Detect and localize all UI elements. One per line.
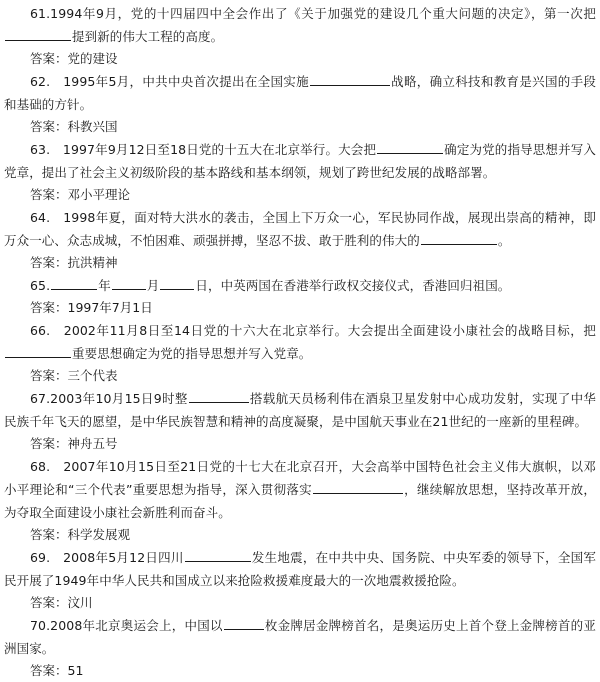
question-68: [4, 455, 596, 524]
question-text: 战略，确立科技和教育是兴国的手段和基础的方针。: [4, 74, 596, 112]
question-text: 70.2008年北京奥运会上，中国以: [30, 618, 223, 633]
question-text: 确定为党的指导思想并写入党章，提出了社会主义初级阶段的基本路线和基本纲领，规划了跨世纪发展的战略部署。: [4, 142, 597, 180]
answer-61: 答案：党的建设: [30, 51, 118, 66]
question-text: 66. 2002年11月8日至14日党的十六大在北京举行。大会提出全面建设小康社会的战略目标，把: [30, 323, 596, 338]
question-text: 67.2003年10月15日9时整: [30, 391, 188, 406]
question-text: 62. 1995年5月，中共中央首次提出在全国实施: [30, 74, 309, 89]
question-text: 年: [98, 278, 111, 293]
question-text: 重要思想确定为党的指导思想并写入党章。: [72, 346, 312, 361]
question-61: [4, 2, 596, 48]
year-blank: [51, 277, 97, 290]
answer-blank: [189, 390, 249, 403]
question-70: [4, 614, 596, 660]
question-text: 枚金牌居金牌榜首名，是奥运历史上首个登上金牌榜首的亚洲国家。: [4, 618, 596, 656]
question-67: [4, 387, 596, 433]
question-text: 63. 1997年9月12日至18日党的十五大在北京举行。大会把: [30, 142, 377, 157]
answer-blank: [313, 481, 403, 494]
question-65: [4, 274, 596, 297]
question-text: 月: [146, 278, 160, 293]
question-text: 提到新的伟大工程的高度。: [72, 29, 224, 44]
answer-blank: [185, 549, 251, 562]
question-text: 64. 1998年夏，面对特大洪水的袭击，全国上下万众一心，军民协同作战，展现出崇高的精神，即万众一心、众志成城，不怕困难、顽强拼搏，坚忍不拔、敢于胜利的伟大的: [4, 210, 596, 248]
question-63: [4, 138, 596, 184]
answer-blank: [310, 73, 390, 86]
question-69: [4, 546, 596, 592]
question-text: 发生地震，在中共中央、国务院、中央军委的领导下，全国军民开展了1949年中华人民共和国成立以来抢险救援难度最大的一次地震救援抢险。: [4, 550, 597, 588]
month-blank: [112, 277, 146, 290]
answer-blank: [421, 232, 497, 245]
answer-68: 答案：科学发展观: [30, 527, 131, 542]
answer-64: 答案：抗洪精神: [30, 255, 118, 270]
answer-69: 答案：汶川: [30, 595, 93, 610]
answer-blank: [5, 345, 71, 358]
answer-blank: [224, 617, 264, 630]
question-62: [4, 70, 596, 116]
question-66: [4, 319, 596, 365]
answer-62: 答案：科教兴国: [30, 119, 118, 134]
question-text: ，继续解放思想，坚持改革开放，为夺取全面建设小康社会新胜利而奋斗。: [4, 482, 596, 520]
answer-65: 答案：1997年7月1日: [30, 300, 153, 315]
answer-blank: [5, 28, 71, 41]
answer-66: 答案：三个代表: [30, 368, 118, 383]
answer-blank: [377, 141, 443, 154]
question-64: [4, 206, 596, 252]
question-text: 65.: [30, 278, 51, 293]
question-text: 。: [497, 233, 511, 248]
question-text: 搭载航天员杨利伟在酒泉卫星发射中心成功发射，实现了中华民族千年飞天的愿望，是中华民族智慧和精神的高度凝聚，是中国航天事业在21世纪的一座新的里程碑。: [4, 391, 597, 429]
day-blank: [160, 277, 194, 290]
question-text: 61.1994年9月，党的十四届四中全会作出了《关于加强党的建设几个重大问题的决定》，第一次把: [30, 6, 596, 21]
question-text: 68. 2007年10月15日至21日党的十七大在北京召开，大会高举中国特色社会主义伟大旗帜，以邓小平理论和“三个代表”重要思想为指导，深入贯彻落实: [4, 459, 596, 497]
answer-70: 答案：51: [30, 663, 84, 678]
answer-67: 答案：神舟五号: [30, 436, 118, 451]
question-text: 日，中英两国在香港举行政权交接仪式，香港回归祖国。: [195, 278, 511, 293]
answer-63: 答案：邓小平理论: [30, 187, 131, 202]
question-text: 69. 2008年5月12日四川: [30, 550, 184, 565]
